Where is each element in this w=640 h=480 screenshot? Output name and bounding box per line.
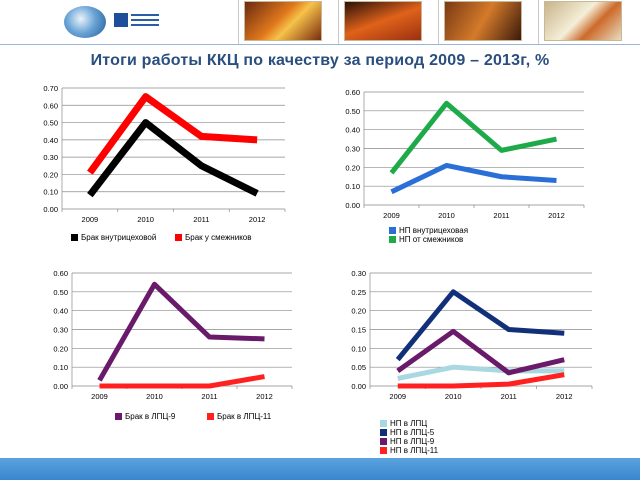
- chart-2-legend: [389, 226, 529, 244]
- legend-swatch: [380, 447, 387, 454]
- x-tick-label: 2011: [500, 392, 517, 401]
- legend-swatch: [389, 227, 396, 234]
- page-title: Итоги работы ККЦ по качеству за период 2009 – 2013г, %: [90, 52, 550, 69]
- legend-label: НП в ЛПЦ-11: [390, 446, 439, 455]
- y-tick-label: 0.40: [53, 306, 68, 316]
- legend-item: [389, 235, 529, 244]
- legend-swatch: [175, 234, 182, 241]
- x-tick-label: 2010: [137, 215, 154, 224]
- legend-item: [115, 412, 207, 421]
- y-tick-label: 0.10: [351, 344, 366, 354]
- y-tick-label: 0.30: [351, 269, 366, 278]
- legend-swatch: [389, 236, 396, 243]
- legend-item: [380, 428, 480, 437]
- legend-label: НП в ЛПЦ-5: [390, 428, 435, 437]
- y-tick-label: 0.00: [345, 201, 360, 210]
- y-tick-label: 0.40: [345, 125, 360, 135]
- y-tick-label: 0.50: [43, 118, 58, 128]
- y-tick-label: 0.20: [53, 344, 68, 354]
- y-tick-label: 0.60: [345, 88, 360, 97]
- legend-label: Брак в ЛПЦ-11: [217, 412, 272, 421]
- legend-label: Брак внутрицеховой: [81, 233, 157, 242]
- y-tick-label: 0.00: [53, 382, 68, 391]
- y-tick-label: 0.50: [345, 106, 360, 116]
- legend-swatch: [380, 420, 387, 427]
- chart-1-legend: [71, 233, 291, 244]
- series-line-2: [100, 377, 265, 386]
- y-tick-label: 0.10: [43, 187, 58, 197]
- series-line-4: [398, 375, 565, 386]
- legend-label: НП в ЛПЦ-9: [390, 437, 435, 446]
- x-tick-label: 2012: [548, 211, 565, 220]
- y-tick-label: 0.20: [351, 306, 366, 316]
- x-tick-label: 2010: [146, 392, 163, 401]
- y-tick-label: 0.20: [345, 163, 360, 173]
- legend-label: НП в ЛПЦ: [390, 419, 428, 428]
- x-tick-label: 2010: [438, 211, 455, 220]
- x-tick-label: 2011: [201, 392, 218, 401]
- chart-4-legend: [380, 419, 480, 455]
- legend-item: [207, 412, 299, 421]
- footer-bar: [0, 458, 640, 480]
- legend-swatch: [207, 413, 214, 420]
- legend-item: [380, 419, 480, 428]
- series-line-1: [100, 284, 265, 380]
- y-tick-label: 0.00: [351, 382, 366, 391]
- legend-label: НП внутрицеховая: [399, 226, 469, 235]
- y-tick-label: 0.05: [351, 363, 366, 373]
- x-tick-label: 2009: [389, 392, 407, 401]
- x-tick-label: 2012: [256, 392, 273, 401]
- x-tick-label: 2009: [81, 215, 99, 224]
- legend-swatch: [380, 438, 387, 445]
- y-tick-label: 0.50: [53, 287, 68, 297]
- legend-item: [71, 233, 175, 242]
- legend-swatch: [380, 429, 387, 436]
- y-tick-label: 0.20: [43, 170, 58, 180]
- x-tick-label: 2010: [444, 392, 462, 401]
- legend-item: [380, 446, 480, 455]
- y-tick-label: 0.10: [345, 182, 360, 192]
- y-tick-label: 0.30: [53, 325, 68, 335]
- y-tick-label: 0.40: [43, 135, 58, 145]
- series-line-1: [392, 165, 557, 191]
- series-line-2: [392, 103, 557, 173]
- legend-label: Брак у смежников: [185, 233, 252, 242]
- legend-label: Брак в ЛПЦ-9: [125, 412, 176, 421]
- y-tick-label: 0.10: [53, 363, 68, 373]
- chart-1: [43, 84, 285, 224]
- y-tick-label: 0.70: [43, 84, 58, 93]
- y-tick-label: 0.00: [43, 205, 58, 214]
- y-tick-label: 0.30: [43, 153, 58, 163]
- legend-item: [175, 233, 279, 242]
- y-tick-label: 0.60: [43, 101, 58, 111]
- y-tick-label: 0.30: [345, 144, 360, 154]
- legend-swatch: [115, 413, 122, 420]
- legend-swatch: [71, 234, 78, 241]
- x-tick-label: 2011: [193, 215, 210, 224]
- x-tick-label: 2009: [91, 392, 108, 401]
- y-tick-label: 0.25: [351, 287, 366, 297]
- chart-3-legend: [115, 412, 315, 423]
- legend-item: [380, 437, 480, 446]
- x-tick-label: 2011: [493, 211, 510, 220]
- y-tick-label: 0.60: [53, 269, 68, 278]
- chart-2: [345, 88, 584, 220]
- chart-3: [53, 269, 292, 401]
- x-tick-label: 2012: [248, 215, 266, 224]
- legend-label: НП от смежников: [399, 235, 464, 244]
- x-tick-label: 2012: [555, 392, 573, 401]
- chart-4: [351, 269, 592, 401]
- legend-item: [389, 226, 529, 235]
- y-tick-label: 0.15: [351, 325, 366, 335]
- x-tick-label: 2009: [383, 211, 400, 220]
